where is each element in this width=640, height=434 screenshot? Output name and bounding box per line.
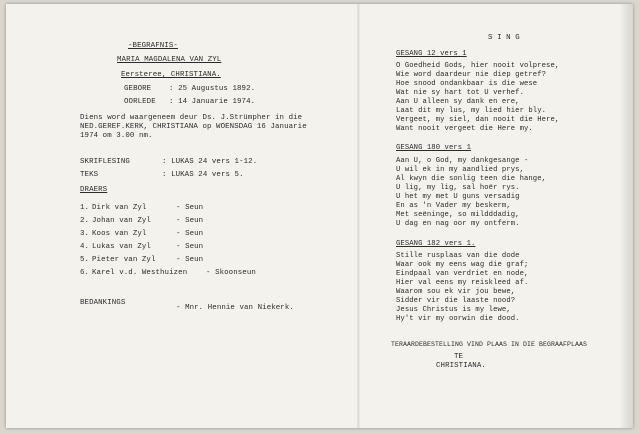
bearer-number: 5. <box>80 256 90 264</box>
hymn-line: U het my met U guns versadig <box>396 193 520 201</box>
hymn-line: Wie word daardeur nie diep getref? <box>396 71 547 79</box>
hymn-line: Stille rusplaas van die dode <box>396 252 520 260</box>
bearer-relation: - Skoonseun <box>206 269 256 277</box>
service-line-1: Diens word waargeneem deur Ds. J.Strümpher in die <box>80 114 303 122</box>
hymn-line: Vergeet, my siel, dan nooit die Here, <box>396 116 560 124</box>
hymn-line: Aan U, o God, my dankgesange - <box>396 157 529 165</box>
hymn-heading: GESANG 12 vers 1 <box>396 50 467 58</box>
bearer-name: Karel v.d. Westhuizen <box>92 269 188 277</box>
hymn-line: U lig, my lig, sal hoër rys. <box>396 184 520 192</box>
hymn-heading: GESANG 180 vers 1 <box>396 144 472 152</box>
service-line-3: 1974 om 3.00 nm. <box>80 132 153 140</box>
deceased-name: MARIA MAGDALENA VAN ZYL <box>117 56 222 64</box>
service-line-2: NED.GEREF.KERK, CHRISTIANA op WOENSDAG 16 Januarie <box>80 123 307 131</box>
hymn-line: Want nooit vergeet die Here my. <box>396 125 533 133</box>
scripture-label: SKRIFLESING <box>80 158 130 166</box>
bearer-number: 3. <box>80 230 90 238</box>
bearer-relation: - Seun <box>176 204 204 212</box>
burial-notice: TERAARDEBESTELLING VIND PLAAS IN DIE BEGRAAFPLAAS <box>391 341 588 348</box>
hymn-line: Sidder vir die laaste nood? <box>396 297 516 305</box>
document-sheet <box>6 4 633 428</box>
scripture-value: : LUKAS 24 vers 1-12. <box>162 158 258 166</box>
hymn-line: Laat dit my lus, my lied hier bly. <box>396 107 547 115</box>
thanks-value: - Mnr. Hennie van Niekerk. <box>176 304 294 312</box>
bearer-relation: - Seun <box>176 217 204 225</box>
burial-notice-te: TE <box>454 353 464 361</box>
bearer-relation: - Seun <box>176 230 204 238</box>
bearer-name: Pieter van Zyl <box>92 256 156 264</box>
hymn-line: En as 'n Vader my beskerm, <box>396 202 511 210</box>
bearer-name: Lukas van Zyl <box>92 243 151 251</box>
hymn-line: Met seëninge, so mildddadig, <box>396 211 520 219</box>
hymn-heading: GESANG 182 vers 1. <box>396 240 476 248</box>
hymn-line: Aan U alleen sy dank en ere, <box>396 98 520 106</box>
hymn-line: U dag en nag oor my ontferm. <box>396 220 520 228</box>
hymn-line: Hoe snood ondankbaar is die wese <box>396 80 538 88</box>
page-edge-shadow <box>619 4 633 428</box>
bearer-name: Koos van Zyl <box>92 230 147 238</box>
funeral-title: -BEGRAFNIS- <box>128 42 178 50</box>
bearer-number: 6. <box>80 269 90 277</box>
bearer-name: Dirk van Zyl <box>92 204 147 212</box>
hymn-line: Waarom sou ek vir jou bewe, <box>396 288 516 296</box>
hymn-line: Eindpaal van verdriet en node, <box>396 270 529 278</box>
bearer-relation: - Seun <box>176 256 204 264</box>
hymn-line: Wat nie sy hart tot U verhef. <box>396 89 524 97</box>
bearer-number: 1. <box>80 204 90 212</box>
hymn-line: O Goedheid Gods, hier nooit volprese, <box>396 62 560 70</box>
sing-title: S I N G <box>488 34 520 42</box>
bearers-heading: DRAERS <box>80 186 108 194</box>
text-value: : LUKAS 24 vers 5. <box>162 171 244 179</box>
burial-place: CHRISTIANA. <box>436 362 486 370</box>
hymn-line: Hy't vir my oorwin die dood. <box>396 315 520 323</box>
page-fold <box>357 4 360 428</box>
bearer-number: 2. <box>80 217 90 225</box>
bearer-name: Johan van Zyl <box>92 217 151 225</box>
birth-name: Eersteree, CHRISTIANA. <box>121 71 221 79</box>
text-label: TEKS <box>80 171 99 179</box>
hymn-line: Waar ook my eens wag die graf; <box>396 261 529 269</box>
hymn-line: Hier val eens my reiskleed af. <box>396 279 529 287</box>
bearer-number: 4. <box>80 243 90 251</box>
died-value: : 14 Januarie 1974. <box>169 98 256 106</box>
born-label: GEBORE <box>124 85 152 93</box>
hymn-line: U wil ek in my aandlied prys, <box>396 166 524 174</box>
hymn-line: Jesus Christus is my lewe, <box>396 306 511 314</box>
born-value: : 25 Augustus 1892. <box>169 85 256 93</box>
died-label: OORLEDE <box>124 98 156 106</box>
thanks-label: BEDANKINGS <box>80 299 126 307</box>
hymn-line: Al kwyn die sonlig teen die hange, <box>396 175 547 183</box>
bearer-relation: - Seun <box>176 243 204 251</box>
